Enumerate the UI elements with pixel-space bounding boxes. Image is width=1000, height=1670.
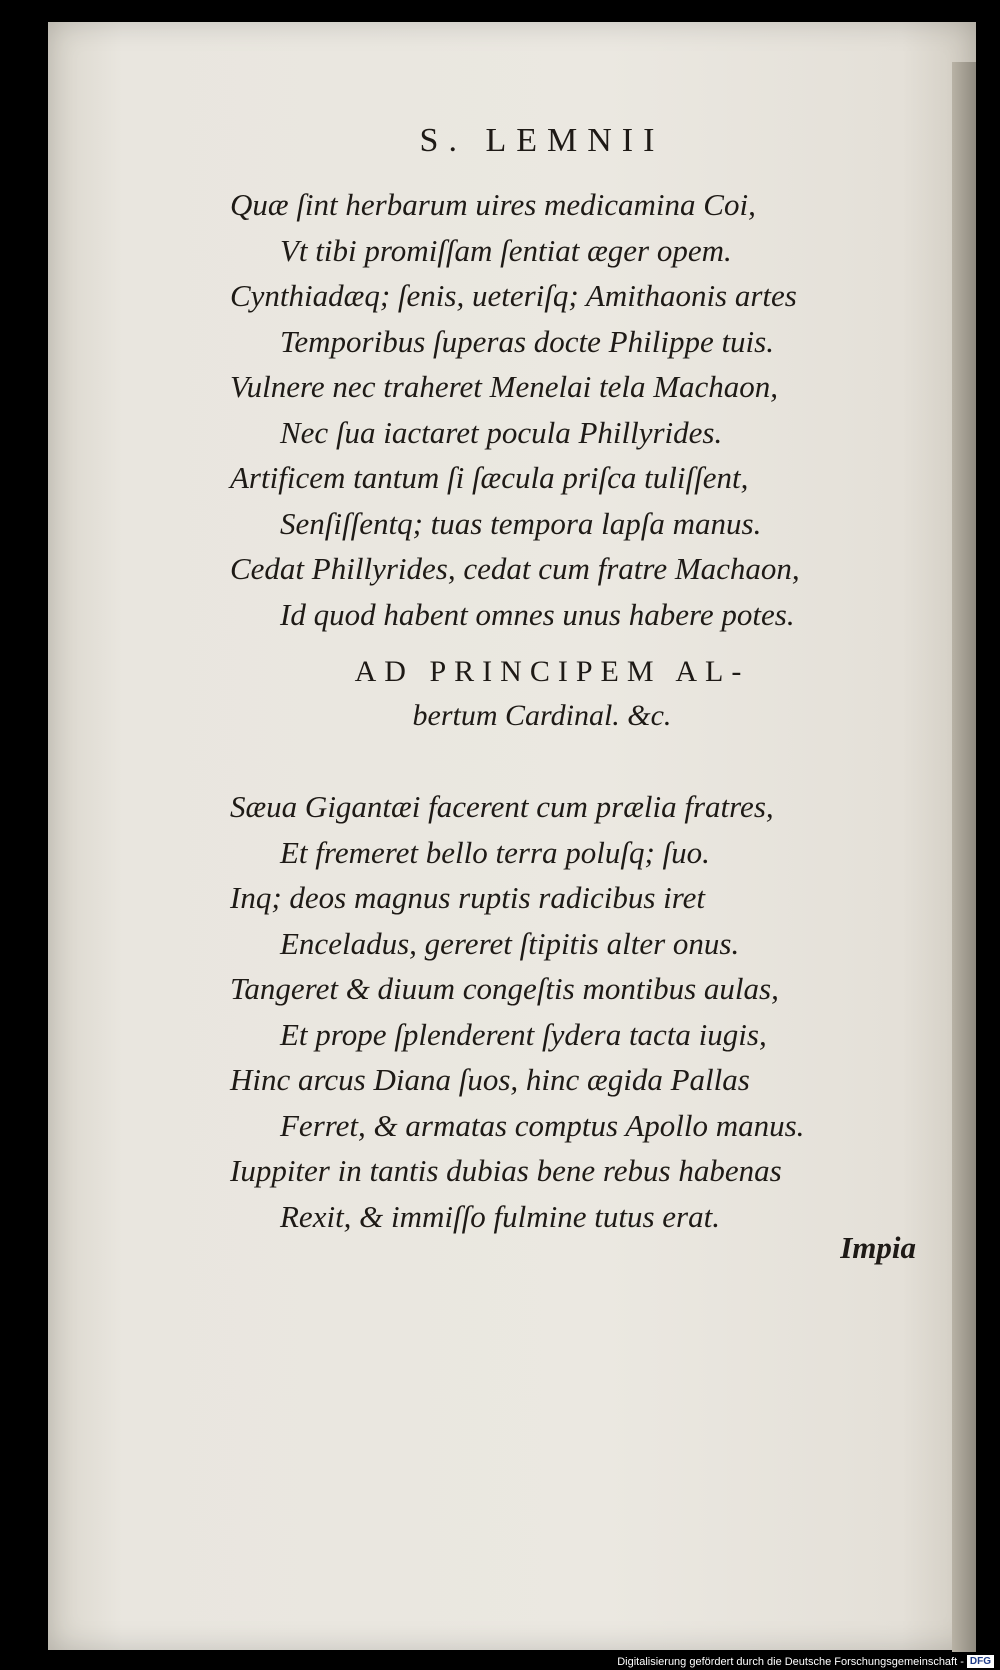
verse-line: Vulnere nec traheret Menelai tela Machaon, bbox=[230, 369, 779, 404]
verse-line: Artificem tantum ſi ſæcula priſca tuliſſent, bbox=[230, 460, 749, 495]
verse-line: Iuppiter in tantis dubias bene rebus habenas bbox=[230, 1153, 782, 1188]
heading-line-2: bertum Cardinal. &c. bbox=[412, 699, 672, 732]
book-page bbox=[48, 22, 976, 1650]
verse-line: Sæua Gigantæi facerent cum prælia fratres, bbox=[230, 789, 774, 824]
poem-two bbox=[230, 784, 1000, 1239]
verse-line: Id quod habent omnes unus habere potes. bbox=[280, 596, 795, 632]
verse-line: Inq; deos magnus ruptis radicibus iret bbox=[230, 880, 706, 915]
poem-one bbox=[230, 182, 1000, 637]
verse-line: Ferret, & armatas comptus Apollo manus. bbox=[280, 1107, 805, 1143]
digitization-credit bbox=[617, 1655, 994, 1668]
poem-heading bbox=[48, 650, 976, 738]
heading-line-1: AD PRINCIPEM AL- bbox=[354, 655, 750, 688]
verse-line: Cedat Phillyrides, cedat cum fratre Machaon, bbox=[230, 551, 800, 586]
catchword: Impia bbox=[840, 1230, 916, 1265]
verse-line: Et fremeret bello terra poluſq; ſuo. bbox=[280, 834, 710, 870]
verse-line: Tangeret & diuum congeſtis montibus aulas, bbox=[230, 971, 779, 1006]
verse-line: Rexit, & immiſſo fulmine tutus erat. bbox=[280, 1198, 720, 1234]
verse-line: Et prope ſplenderent ſydera tacta iugis, bbox=[280, 1016, 767, 1052]
verse-line: Enceladus, gereret ſtipitis alter onus. bbox=[280, 925, 740, 961]
verse-line: Senſiſſentq; tuas tempora lapſa manus. bbox=[280, 505, 762, 541]
verse-line: Cynthiadæq; ſenis, ueteriſq; Amithaonis artes bbox=[230, 278, 797, 313]
verse-line: Quæ ſint herbarum uires medicamina Coi, bbox=[230, 187, 756, 222]
credit-text: Digitalisierung gefördert durch die Deutsche Forschungsgemeinschaft - bbox=[617, 1655, 964, 1668]
verse-line: Nec ſua iactaret pocula Phillyrides. bbox=[280, 414, 723, 450]
verse-line: Temporibus ſuperas docte Philippe tuis. bbox=[280, 323, 774, 359]
running-header: S. LEMNII bbox=[419, 122, 665, 159]
dfg-logo-icon: DFG bbox=[967, 1655, 994, 1668]
verse-line: Hinc arcus Diana ſuos, hinc ægida Pallas bbox=[230, 1062, 750, 1097]
verse-line: Vt tibi promiſſam ſentiat æger opem. bbox=[280, 232, 732, 268]
